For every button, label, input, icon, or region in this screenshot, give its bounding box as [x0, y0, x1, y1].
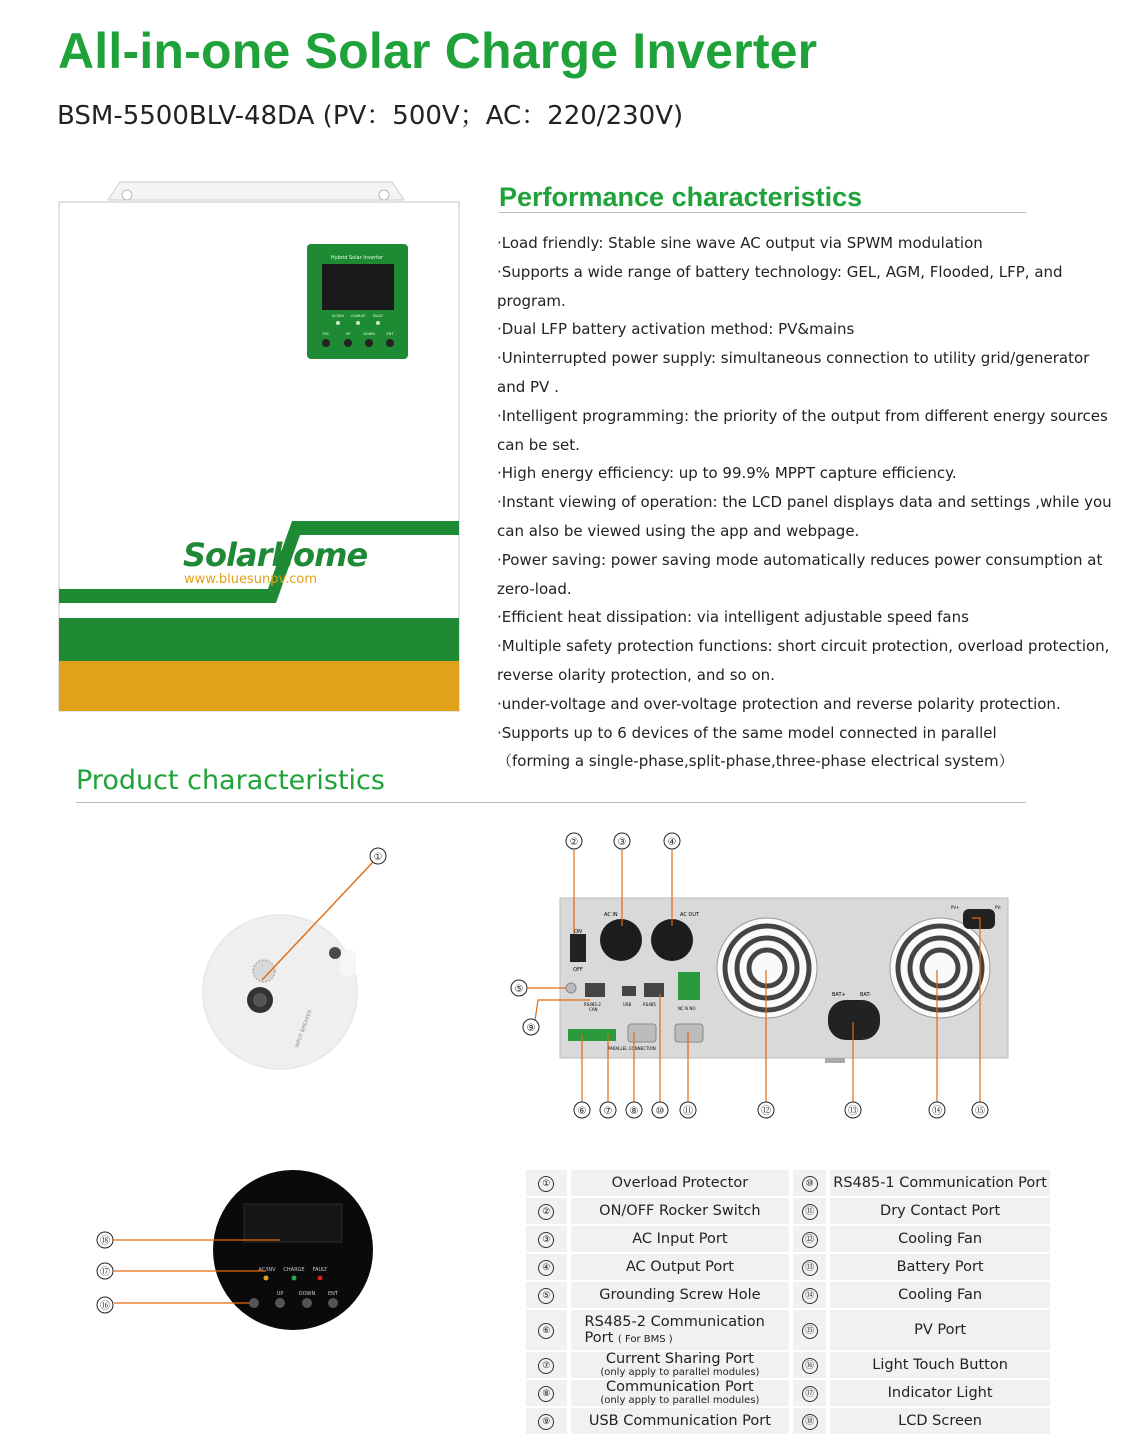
- breaker-label: INPUT BREAKER: [294, 1009, 314, 1049]
- legend-num: ②: [526, 1198, 571, 1224]
- callout-1: ①: [373, 852, 383, 863]
- legend-row: [526, 1198, 1050, 1224]
- callout-8: ⑧: [629, 1106, 639, 1117]
- legend-label: Current Sharing Port (only apply to parallel modules): [571, 1352, 794, 1378]
- legend-label: ON/OFF Rocker Switch: [571, 1198, 794, 1224]
- panel-btn-4: ENT: [386, 332, 394, 336]
- legend-num: ⑧: [526, 1380, 571, 1406]
- legend-num: ⑪: [793, 1198, 830, 1224]
- legend-label: Light Touch Button: [830, 1352, 1050, 1378]
- callout-15: ⑮: [975, 1106, 985, 1117]
- rear-acout-label: AC OUT: [680, 912, 700, 918]
- legend-label: [571, 1310, 794, 1350]
- panel-title: Hybrid Solar Inverter: [330, 255, 384, 261]
- legend-row: [526, 1352, 1050, 1378]
- legend-label: Indicator Light: [830, 1380, 1050, 1406]
- front-led-3: FAULT: [312, 1267, 328, 1273]
- rear-bat-plus: BAT+: [832, 992, 846, 998]
- legend-label-line2: Port ( For BMS ): [584, 1329, 673, 1346]
- callout-5: ⑤: [514, 984, 524, 995]
- rear-bat-minus: BAT-: [860, 992, 871, 998]
- rear-rs485-2-label: RS485-2: [584, 1002, 601, 1007]
- legend-row: [526, 1226, 1050, 1252]
- callout-4: ④: [667, 837, 677, 848]
- legend-label: Overload Protector: [571, 1170, 794, 1196]
- rear-pv-plus: PV+: [951, 905, 960, 910]
- legend-label-line1: RS485-2 Communication: [584, 1313, 765, 1330]
- front-btn-3: ENT: [328, 1291, 338, 1297]
- legend-label: AC Output Port: [571, 1254, 794, 1280]
- callout-18: ⑱: [100, 1236, 110, 1247]
- performance-heading: Performance characteristics: [499, 182, 863, 212]
- legend-num: ⑨: [526, 1408, 571, 1434]
- perf-line: ·Intelligent programming: the priority of the output from different energy sources: [497, 406, 1108, 425]
- callout-16: ⑯: [100, 1301, 110, 1312]
- perf-line: ·Uninterrupted power supply: simultaneous connection to utility grid/generator: [497, 349, 1090, 368]
- callout-10: ⑩: [655, 1106, 665, 1117]
- callout-14: ⑭: [932, 1106, 942, 1117]
- legend-num: ⑮: [793, 1310, 830, 1350]
- brand-url: www.bluesunpv.com: [184, 572, 318, 587]
- rear-panel-diagram: [500, 826, 1030, 1126]
- panel-btn-1: ESC: [322, 332, 330, 336]
- callout-7: ⑦: [603, 1106, 613, 1117]
- legend-row: [526, 1170, 1050, 1196]
- legend-label: Cooling Fan: [830, 1226, 1050, 1252]
- performance-divider: [499, 212, 1026, 213]
- legend-label: PV Port: [830, 1310, 1050, 1350]
- callout-3: ③: [617, 837, 627, 848]
- legend-label: Dry Contact Port: [830, 1198, 1050, 1224]
- perf-line: ·Dual LFP battery activation method: PV&mains: [497, 320, 855, 339]
- front-led-2: CHARGE: [283, 1267, 305, 1273]
- panel-btn-2: UP: [345, 332, 351, 336]
- legend-num: ③: [526, 1226, 571, 1252]
- brand-logo: Solarhome: [183, 536, 368, 574]
- perf-line: （forming a single-phase,split-phase,three-phase electrical system）: [497, 752, 1014, 771]
- legend-label: USB Communication Port: [571, 1408, 794, 1434]
- legend-num: ⑤: [526, 1282, 571, 1308]
- legend-row: [526, 1380, 1050, 1406]
- rear-rs485-label: RS485: [643, 1002, 656, 1007]
- model-subtitle: BSM-5500BLV-48DA (PV：500V；AC：220/230V): [57, 101, 684, 131]
- rear-parallel-label: PARALLEL CONNECTION: [608, 1046, 656, 1051]
- legend-row: [526, 1408, 1050, 1434]
- perf-line: zero-load.: [497, 579, 572, 598]
- perf-line: ·Instant viewing of operation: the LCD panel displays data and settings ,while you: [497, 493, 1112, 512]
- legend-label: Grounding Screw Hole: [571, 1282, 794, 1308]
- legend-label: Battery Port: [830, 1254, 1050, 1280]
- perf-line: reverse olarity protection, and so on.: [497, 665, 775, 684]
- front-btn-1: UP: [276, 1291, 284, 1297]
- front-led-1: AC/INV: [258, 1267, 276, 1273]
- front-panel-closeup: [90, 1160, 380, 1340]
- callout-2: ②: [569, 837, 579, 848]
- perf-line: ·Load friendly: Stable sine wave AC output via SPWM modulation: [497, 234, 983, 252]
- perf-line: ·Multiple safety protection functions: short circuit protection, overload protection,: [497, 637, 1110, 656]
- product-divider: [76, 802, 1026, 803]
- rear-dry-label: NC N NO: [678, 1006, 696, 1011]
- perf-line: ·Power saving: power saving mode automatically reduces power consumption at: [497, 550, 1103, 569]
- legend-num: ⑥: [526, 1310, 571, 1350]
- perf-line: ·Supports up to 6 devices of the same model connected in parallel: [497, 723, 997, 742]
- panel-btn-3: DOWN: [363, 332, 375, 336]
- performance-list: [497, 229, 1117, 776]
- legend-label: LCD Screen: [830, 1408, 1050, 1434]
- inverter-front-illustration: [58, 178, 460, 712]
- callout-9: ⑨: [526, 1023, 536, 1034]
- legend-label: AC Input Port: [571, 1226, 794, 1252]
- page-title: All-in-one Solar Charge Inverter: [58, 23, 818, 79]
- overload-protector-closeup: [190, 840, 400, 1080]
- rear-acin-label: AC IN: [604, 912, 618, 918]
- callout-13: ⑬: [848, 1106, 858, 1117]
- rear-usb-label: USB: [623, 1002, 632, 1007]
- front-btn-2: DOWN: [298, 1291, 316, 1297]
- legend-num: ⑭: [793, 1282, 830, 1308]
- panel-led-3: FAULT: [372, 314, 384, 318]
- perf-line: can also be viewed using the app and webpage.: [497, 521, 860, 540]
- rear-can-label: CAN: [589, 1007, 598, 1012]
- panel-led-1: AC/INV: [331, 314, 345, 318]
- legend-row: [526, 1282, 1050, 1308]
- legend-label: Communication Port (only apply to parallel modules): [571, 1380, 794, 1406]
- legend-num: ①: [526, 1170, 571, 1196]
- callout-6: ⑥: [577, 1106, 587, 1117]
- perf-line: ·Efficient heat dissipation: via intelligent adjustable speed fans: [497, 608, 969, 627]
- perf-line: and PV .: [497, 377, 559, 396]
- callout-11: ⑪: [683, 1106, 693, 1117]
- legend-num: ⑩: [793, 1170, 830, 1196]
- legend-num: ⑦: [526, 1352, 571, 1378]
- legend-row: [526, 1310, 1050, 1350]
- perf-line: ·High energy efficiency: up to 99.9% MPPT capture efficiency.: [497, 464, 957, 483]
- legend-label: Cooling Fan: [830, 1282, 1050, 1308]
- callout-17: ⑰: [100, 1267, 110, 1278]
- perf-line: can be set.: [497, 435, 580, 454]
- perf-line: ·under-voltage and over-voltage protection and reverse polarity protection.: [497, 694, 1061, 713]
- callout-12: ⑫: [761, 1106, 771, 1117]
- panel-led-2: CHARGE: [350, 314, 366, 318]
- product-heading: Product characteristics: [76, 765, 385, 796]
- legend-label: RS485-1 Communication Port: [830, 1170, 1050, 1196]
- rear-on-label: ON: [574, 929, 582, 935]
- rear-off-label: OFF: [573, 967, 583, 973]
- legend-num: ⑬: [793, 1254, 830, 1280]
- legend-table: [526, 1168, 1050, 1436]
- legend-num: ④: [526, 1254, 571, 1280]
- legend-num: ⑫: [793, 1226, 830, 1252]
- perf-line: ·Supports a wide range of battery technology: GEL, AGM, Flooded, LFP, and program.: [497, 262, 1063, 310]
- legend-num: ⑱: [793, 1408, 830, 1434]
- legend-row: [526, 1254, 1050, 1280]
- legend-num: ⑯: [793, 1352, 830, 1378]
- rear-pv-minus: PV-: [995, 905, 1002, 910]
- legend-num: ⑰: [793, 1380, 830, 1406]
